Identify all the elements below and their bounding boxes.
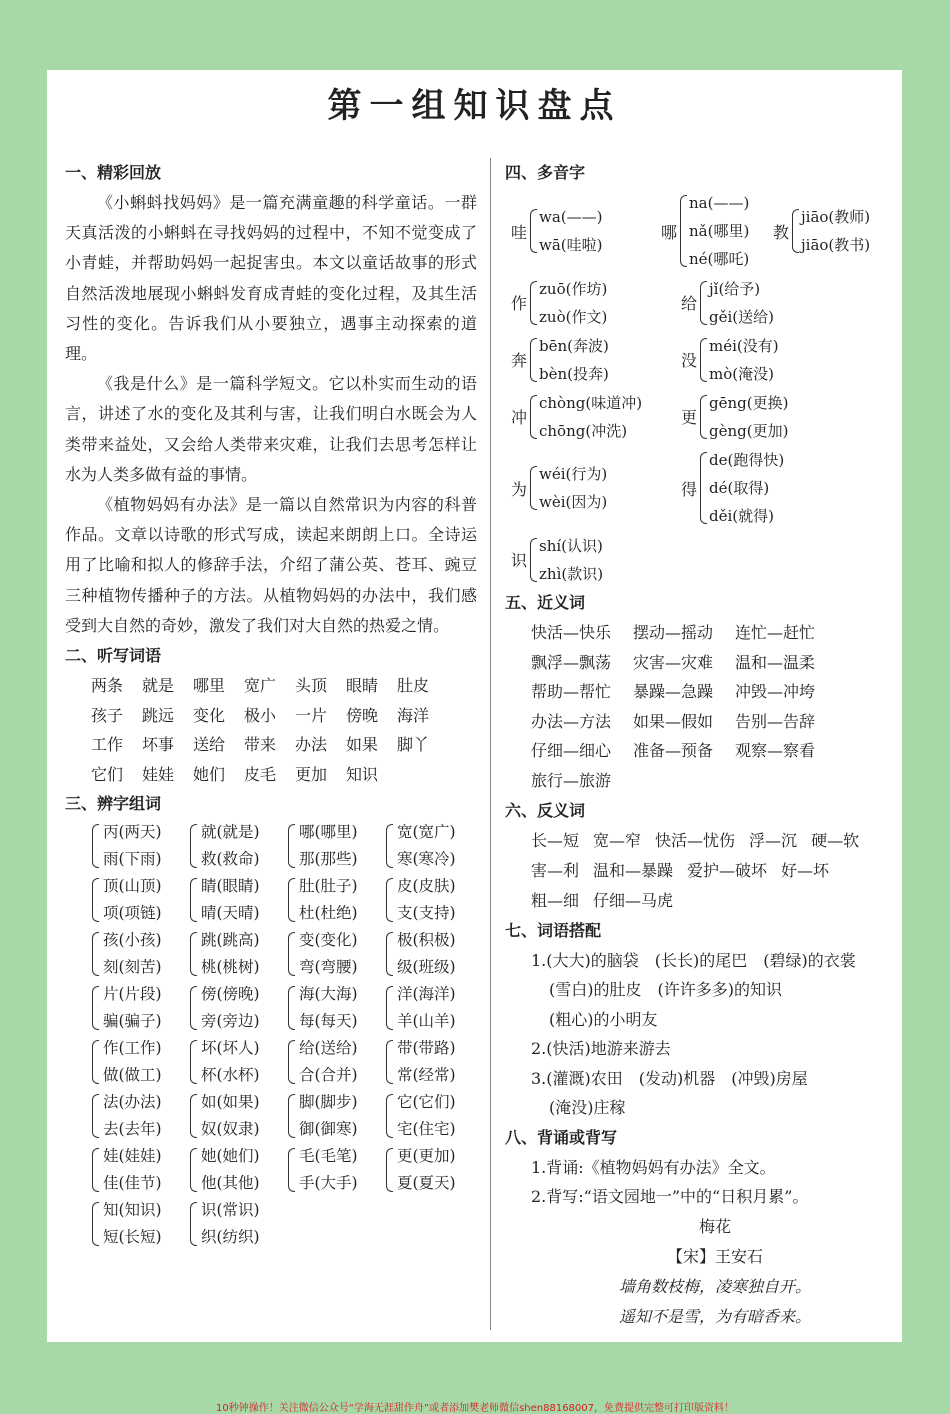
section-heading-collocations: 七、词语搭配 — [505, 920, 602, 940]
polyphone-readings — [700, 275, 774, 331]
dictation-word: 跳远 — [142, 705, 175, 725]
char-pair — [285, 1035, 383, 1089]
antonym-pair: 快活—忧伤 — [655, 830, 736, 850]
char-pair — [187, 1197, 285, 1251]
antonym-list — [505, 826, 895, 916]
char-pair-word: 常(经常) — [397, 1066, 456, 1085]
polyphone-readings — [530, 532, 603, 588]
char-pair — [89, 981, 187, 1035]
char-pair-word: 桃(桃树) — [201, 958, 260, 977]
synonym-pair: 摆动—摇动 — [633, 623, 714, 642]
polyphone-readings — [700, 389, 788, 445]
synonym-pair: 帮助—帮忙 — [531, 682, 612, 702]
char-pair — [187, 873, 285, 927]
collocation-line: 1.(大大)的脑袋 (长长)的尾巴 (碧绿)的衣裳 — [531, 950, 856, 970]
char-pair-word: 短(长短) — [103, 1228, 162, 1247]
left-column — [65, 158, 477, 1251]
polyphone-row — [505, 445, 895, 531]
dictation-word: 就是 — [142, 676, 175, 696]
polyphone-entry — [505, 332, 675, 388]
char-pair — [89, 873, 187, 927]
char-pair-word: 片(片段) — [103, 985, 162, 1004]
dictation-word: 娃娃 — [142, 764, 175, 784]
char-pair — [285, 1089, 383, 1143]
paragraph: 《植物妈妈有办法》是一篇以自然常识为内容的科普作品。文章以诗歌的形式写成，读起来朗朗上口。全诗运用了比喻和拟人的修辞手法，介绍了蒲公英、苍耳、豌豆三种植物传播种子的方法。从植物妈妈的办法中，我们感受到大自然的奇妙，激发了我们对大自然的热爱之情。 — [65, 495, 477, 635]
polyphone-entry — [767, 203, 893, 259]
char-pair-word: 弯(弯腰) — [299, 958, 358, 977]
dictation-word: 肚皮 — [397, 676, 430, 696]
dictation-word: 傍晚 — [346, 705, 379, 725]
char-pair-word: 孩(小孩) — [103, 931, 162, 950]
char-pair — [89, 927, 187, 981]
char-pair — [187, 819, 285, 873]
polyphone-readings — [792, 203, 870, 259]
polyphone-readings — [530, 389, 642, 445]
char-pair — [285, 927, 383, 981]
paragraph: 《我是什么》是一篇科学短文。它以朴实而生动的语言，讲述了水的变化及其利与害，让我们明白水既会为人类带来益处，又会给人类带来灾难，让我们去思考怎样让水为人类多做有益的事情。 — [65, 374, 477, 484]
polyphone-entry — [505, 389, 675, 445]
char-pair-word: 带(带路) — [397, 1039, 456, 1058]
antonym-pair: 粗—细 — [531, 890, 580, 910]
polyphone-reading: děi(就得) — [709, 507, 774, 525]
polyphone-readings — [700, 446, 784, 530]
section-heading-recitation: 八、背诵或背写 — [505, 1127, 618, 1147]
polyphone-readings — [530, 332, 609, 388]
dictation-word: 眼睛 — [346, 676, 379, 696]
antonym-pair: 浮—沉 — [749, 830, 798, 850]
polyphone-char: 为 — [510, 479, 527, 499]
antonym-line — [505, 826, 895, 856]
dictation-word: 更加 — [295, 764, 328, 784]
synonym-pair: 暴躁—急躁 — [633, 682, 714, 702]
antonym-line — [505, 856, 895, 886]
polyphone-char: 没 — [680, 351, 697, 370]
char-pair-word: 更(更加) — [397, 1147, 456, 1166]
polyphone-reading: na(——) — [689, 194, 750, 212]
poem-author: 【宋】王安石 — [666, 1246, 763, 1266]
char-pair-word: 级(班级) — [397, 958, 456, 977]
char-pair-word: 洋(海洋) — [397, 985, 456, 1004]
char-pair-word: 就(就是) — [201, 823, 260, 842]
polyphone-reading: gēng(更换) — [709, 393, 789, 412]
dictation-word: 她们 — [193, 764, 226, 784]
char-pair-word: 法(办法) — [103, 1093, 162, 1112]
page-title: 第一组知识盘点 — [327, 86, 622, 126]
char-pair-word: 手(大手) — [299, 1174, 358, 1193]
review-paragraphs — [65, 188, 477, 641]
polyphone-readings — [530, 275, 607, 331]
section-heading-dictation: 二、听写词语 — [65, 646, 162, 666]
char-pair-word: 如(如果) — [201, 1093, 260, 1112]
polyphone-reading: gèng(更加) — [709, 421, 789, 440]
synonym-pair: 温和—温柔 — [735, 652, 816, 672]
polyphone-reading: wèi(因为) — [539, 493, 608, 511]
synonym-pair: 连忙—赶忙 — [735, 623, 816, 642]
antonym-pair: 宽—窄 — [593, 830, 642, 850]
polyphone-char: 哇 — [510, 222, 527, 242]
polyphone-char: 教 — [772, 222, 789, 242]
polyphone-reading: zuō(作坊) — [539, 279, 608, 298]
polyphone-row — [505, 531, 895, 588]
char-pair-grid — [65, 819, 477, 1251]
char-pair-word: 每(每天) — [299, 1012, 358, 1031]
dictation-word: 皮毛 — [244, 764, 277, 784]
char-pair — [383, 1143, 481, 1197]
char-pair-word: 杯(水杯) — [201, 1066, 260, 1085]
dictation-word: 变化 — [193, 705, 226, 725]
char-pair — [89, 1035, 187, 1089]
polyphone-char: 识 — [510, 551, 527, 570]
antonym-pair: 害—利 — [531, 860, 580, 880]
char-pair-word: 那(那些) — [299, 850, 358, 869]
char-pair — [187, 927, 285, 981]
recitation-line: 1.背诵:《植物妈妈有办法》全文。 — [531, 1157, 776, 1177]
polyphone-reading: bēn(奔波) — [539, 336, 609, 355]
dictation-word: 坏事 — [142, 735, 175, 755]
char-pair — [383, 1089, 481, 1143]
char-pair-word: 极(积极) — [397, 931, 456, 950]
char-pair-word: 作(工作) — [103, 1039, 162, 1058]
antonym-pair: 长—短 — [531, 830, 580, 850]
char-pair-word: 变(变化) — [299, 931, 358, 950]
char-pair — [383, 1035, 481, 1089]
char-pair-word: 去(去年) — [103, 1120, 162, 1139]
char-pair-word: 刻(刻苦) — [103, 958, 162, 977]
char-pair — [383, 927, 481, 981]
polyphone-entry — [655, 189, 767, 273]
polyphone-char: 作 — [510, 294, 527, 313]
antonym-pair: 爱护—破坏 — [687, 860, 768, 880]
char-pair-word: 哪(哪里) — [299, 823, 358, 842]
collocation-line: (雪白)的肚皮 (许许多多)的知识 — [549, 980, 782, 1000]
section-heading-char-pairs: 三、辨字组词 — [65, 794, 162, 814]
polyphone-readings — [700, 332, 779, 388]
polyphone-char: 给 — [680, 294, 697, 313]
section-heading-polyphones: 四、多音字 — [505, 163, 586, 182]
char-pair-word: 杜(杜绝) — [299, 904, 358, 923]
char-pair — [89, 1143, 187, 1197]
char-pair-word: 给(送给) — [299, 1039, 358, 1058]
paragraph: 《小蝌蚪找妈妈》是一篇充满童趣的科学童话。一群天真活泼的小蝌蚪在寻找妈妈的过程中，不知不觉变成了小青蛙，并帮助妈妈一起捉害虫。本文以童话故事的形式自然活泼地展现小蝌蚪发育成青蛙的变化过程，及其生活习性的变化。告诉我们从小要独立，遇事主动探索的道理。 — [65, 193, 477, 364]
dictation-word: 海洋 — [397, 705, 430, 725]
section-heading-review: 一、精彩回放 — [65, 163, 162, 182]
synonym-pair: 飘浮—飘荡 — [531, 652, 612, 672]
synonym-pair: 冲毁—冲垮 — [735, 682, 816, 702]
char-pair-word: 救(救命) — [201, 850, 260, 869]
polyphone-row — [505, 331, 895, 388]
polyphone-reading: mò(淹没) — [709, 364, 774, 383]
collocation-line: 2.(快活)地游来游去 — [531, 1039, 671, 1059]
char-pair-word: 合(合并) — [299, 1066, 358, 1085]
polyphone-row — [505, 274, 895, 331]
char-pair — [285, 873, 383, 927]
dictation-word: 如果 — [346, 735, 379, 755]
column-divider — [490, 158, 491, 1330]
char-pair-word: 羊(山羊) — [397, 1012, 456, 1031]
right-column — [505, 158, 895, 1332]
char-pair-word: 御(御寒) — [299, 1120, 358, 1139]
footer-notice: 10秒钟操作！关注微信公众号“学海无涯甜作舟”或者添加樊老师微信shen88168007，免费提供完整可打印版资料！ — [215, 1403, 735, 1414]
char-pair-word: 顶(山顶) — [103, 877, 162, 896]
char-pair — [285, 819, 383, 873]
polyphone-reading: bèn(投奔) — [539, 364, 609, 383]
char-pair-word: 支(支持) — [397, 904, 456, 923]
collocation-list — [505, 946, 895, 1123]
dictation-word: 知识 — [346, 764, 379, 784]
dictation-word: 两条 — [91, 676, 124, 696]
synonym-pair: 准备—预备 — [633, 741, 714, 761]
poem-line: 墙角数枝梅，凌寒独自开。 — [618, 1276, 811, 1296]
polyphone-reading: de(跑得快) — [709, 451, 785, 469]
char-pair-word: 晴(天晴) — [201, 904, 260, 923]
polyphone-reading: wa(——) — [539, 208, 603, 226]
char-pair — [383, 873, 481, 927]
section-heading-synonyms: 五、近义词 — [505, 593, 586, 612]
synonym-pair: 仔细—细心 — [531, 741, 612, 761]
char-pair-word: 娃(娃娃) — [103, 1147, 162, 1166]
polyphone-char: 哪 — [660, 222, 677, 242]
char-pair-word: 坏(坏人) — [201, 1039, 260, 1058]
polyphone-readings — [530, 460, 607, 516]
char-pair-word: 旁(旁边) — [201, 1012, 260, 1031]
polyphone-reading: né(哪吒) — [689, 250, 750, 268]
polyphone-entry — [675, 332, 875, 388]
polyphone-reading: chòng(味道冲) — [539, 393, 643, 412]
char-pair-word: 知(知识) — [103, 1201, 162, 1220]
dictation-word: 脚丫 — [397, 735, 430, 755]
polyphone-entry — [675, 446, 875, 530]
poem-line: 遥知不是雪，为有暗香来。 — [618, 1306, 811, 1326]
synonym-pair: 观察—察看 — [735, 741, 816, 761]
polyphone-reading: méi(没有) — [709, 336, 779, 355]
recitation-line: 2.背写:“语文园地一”中的“日积月累”。 — [531, 1187, 809, 1207]
polyphone-reading: jiāo(教书) — [801, 236, 871, 254]
dictation-word: 送给 — [193, 735, 226, 755]
polyphone-entry — [505, 203, 655, 259]
polyphone-readings — [530, 203, 603, 259]
char-pair-word: 夏(夏天) — [397, 1174, 456, 1193]
antonym-pair: 温和—暴躁 — [593, 860, 674, 880]
char-pair-word: 他(其他) — [201, 1174, 260, 1193]
char-pair-word: 毛(毛笔) — [299, 1147, 358, 1166]
dictation-word: 带来 — [244, 735, 277, 755]
polyphone-row — [505, 388, 895, 445]
char-pair — [187, 1035, 285, 1089]
char-pair — [187, 981, 285, 1035]
collocation-line: 3.(灌溉)农田 (发动)机器 (冲毁)房屋 — [531, 1068, 808, 1088]
synonym-pair: 办法—方法 — [531, 711, 612, 731]
antonym-pair: 硬—软 — [811, 830, 860, 850]
char-pair-word: 宅(住宅) — [397, 1120, 456, 1139]
char-pair-word: 佳(佳节) — [103, 1174, 162, 1193]
worksheet-page — [47, 70, 902, 1342]
polyphone-entry — [675, 275, 875, 331]
char-pair-word: 寒(寒冷) — [397, 850, 456, 869]
char-pair — [285, 981, 383, 1035]
synonym-pair: 如果—假如 — [633, 711, 714, 731]
char-pair-word: 她(她们) — [201, 1147, 260, 1166]
synonym-pair: 旅行—旅游 — [531, 770, 612, 790]
polyphone-reading: zuò(作文) — [539, 307, 608, 326]
char-pair-word: 脚(脚步) — [299, 1093, 358, 1112]
dictation-word-grid — [65, 671, 477, 789]
synonym-pair: 告别—告辞 — [735, 711, 816, 731]
dictation-word: 头顶 — [295, 676, 328, 696]
synonym-grid — [505, 618, 895, 796]
polyphone-readings — [680, 189, 749, 273]
polyphone-reading: gěi(送给) — [709, 307, 774, 326]
polyphone-reading: shí(认识) — [539, 536, 603, 555]
char-pair — [89, 1197, 187, 1251]
char-pair-word: 项(项链) — [103, 904, 162, 923]
char-pair-word: 睛(眼睛) — [201, 877, 260, 896]
polyphone-char: 冲 — [510, 408, 527, 427]
polyphone-entry — [505, 460, 675, 516]
polyphone-char: 奔 — [510, 351, 527, 370]
char-pair-word: 识(常识) — [201, 1201, 260, 1220]
char-pair-word: 傍(傍晚) — [201, 985, 260, 1004]
polyphone-reading: wéi(行为) — [539, 465, 608, 483]
char-pair-word: 奴(奴隶) — [201, 1120, 260, 1139]
section-heading-antonyms: 六、反义词 — [505, 800, 586, 820]
antonym-pair: 仔细—马虎 — [593, 890, 674, 910]
char-pair — [285, 1143, 383, 1197]
dictation-word: 孩子 — [91, 705, 124, 725]
char-pair-word: 做(做工) — [103, 1066, 162, 1085]
char-pair — [383, 819, 481, 873]
polyphone-list — [505, 188, 895, 588]
char-pair-word: 骗(骗子) — [103, 1012, 162, 1031]
char-pair — [89, 819, 187, 873]
char-pair — [187, 1089, 285, 1143]
char-pair-word: 它(它们) — [397, 1093, 456, 1112]
polyphone-reading: chōng(冲洗) — [539, 421, 628, 440]
polyphone-reading: nǎ(哪里) — [689, 222, 750, 240]
antonym-pair: 好—坏 — [781, 860, 830, 880]
char-pair — [89, 1089, 187, 1143]
char-pair — [383, 981, 481, 1035]
polyphone-char: 得 — [680, 479, 697, 499]
dictation-word: 工作 — [91, 735, 124, 755]
dictation-word: 极小 — [244, 705, 277, 725]
collocation-line: (淹没)庄稼 — [549, 1098, 626, 1118]
dictation-word: 办法 — [295, 735, 328, 755]
polyphone-row — [505, 188, 895, 274]
dictation-word: 宽广 — [244, 676, 277, 696]
char-pair-word: 皮(皮肤) — [397, 877, 456, 896]
char-pair-word: 宽(宽广) — [397, 823, 456, 842]
polyphone-entry — [505, 275, 675, 331]
polyphone-reading: jiāo(教师) — [801, 208, 871, 226]
char-pair-word: 织(纺织) — [201, 1228, 260, 1247]
char-pair-word: 跳(跳高) — [201, 931, 260, 950]
dictation-word: 哪里 — [193, 676, 226, 696]
polyphone-reading: jǐ(给予) — [709, 279, 761, 298]
char-pair-word: 海(大海) — [299, 985, 358, 1004]
synonym-pair: 快活—快乐 — [531, 623, 612, 642]
polyphone-entry — [675, 389, 875, 445]
polyphone-reading: dé(取得) — [709, 479, 770, 497]
dictation-word: 一片 — [295, 705, 328, 725]
polyphone-entry — [505, 532, 675, 588]
polyphone-reading: zhì(款识) — [539, 564, 604, 583]
polyphone-reading: wā(哇啦) — [539, 236, 603, 254]
polyphone-char: 更 — [680, 408, 697, 427]
poem-title: 梅花 — [698, 1216, 731, 1236]
antonym-line — [505, 886, 895, 916]
dictation-word: 它们 — [91, 764, 124, 784]
char-pair — [187, 1143, 285, 1197]
char-pair-word: 雨(下雨) — [103, 850, 162, 869]
synonym-pair: 灾害—灾难 — [633, 652, 714, 672]
char-pair-word: 肚(肚子) — [299, 877, 358, 896]
char-pair-word: 丙(两天) — [103, 823, 162, 842]
collocation-line: (粗心)的小明友 — [549, 1009, 658, 1029]
